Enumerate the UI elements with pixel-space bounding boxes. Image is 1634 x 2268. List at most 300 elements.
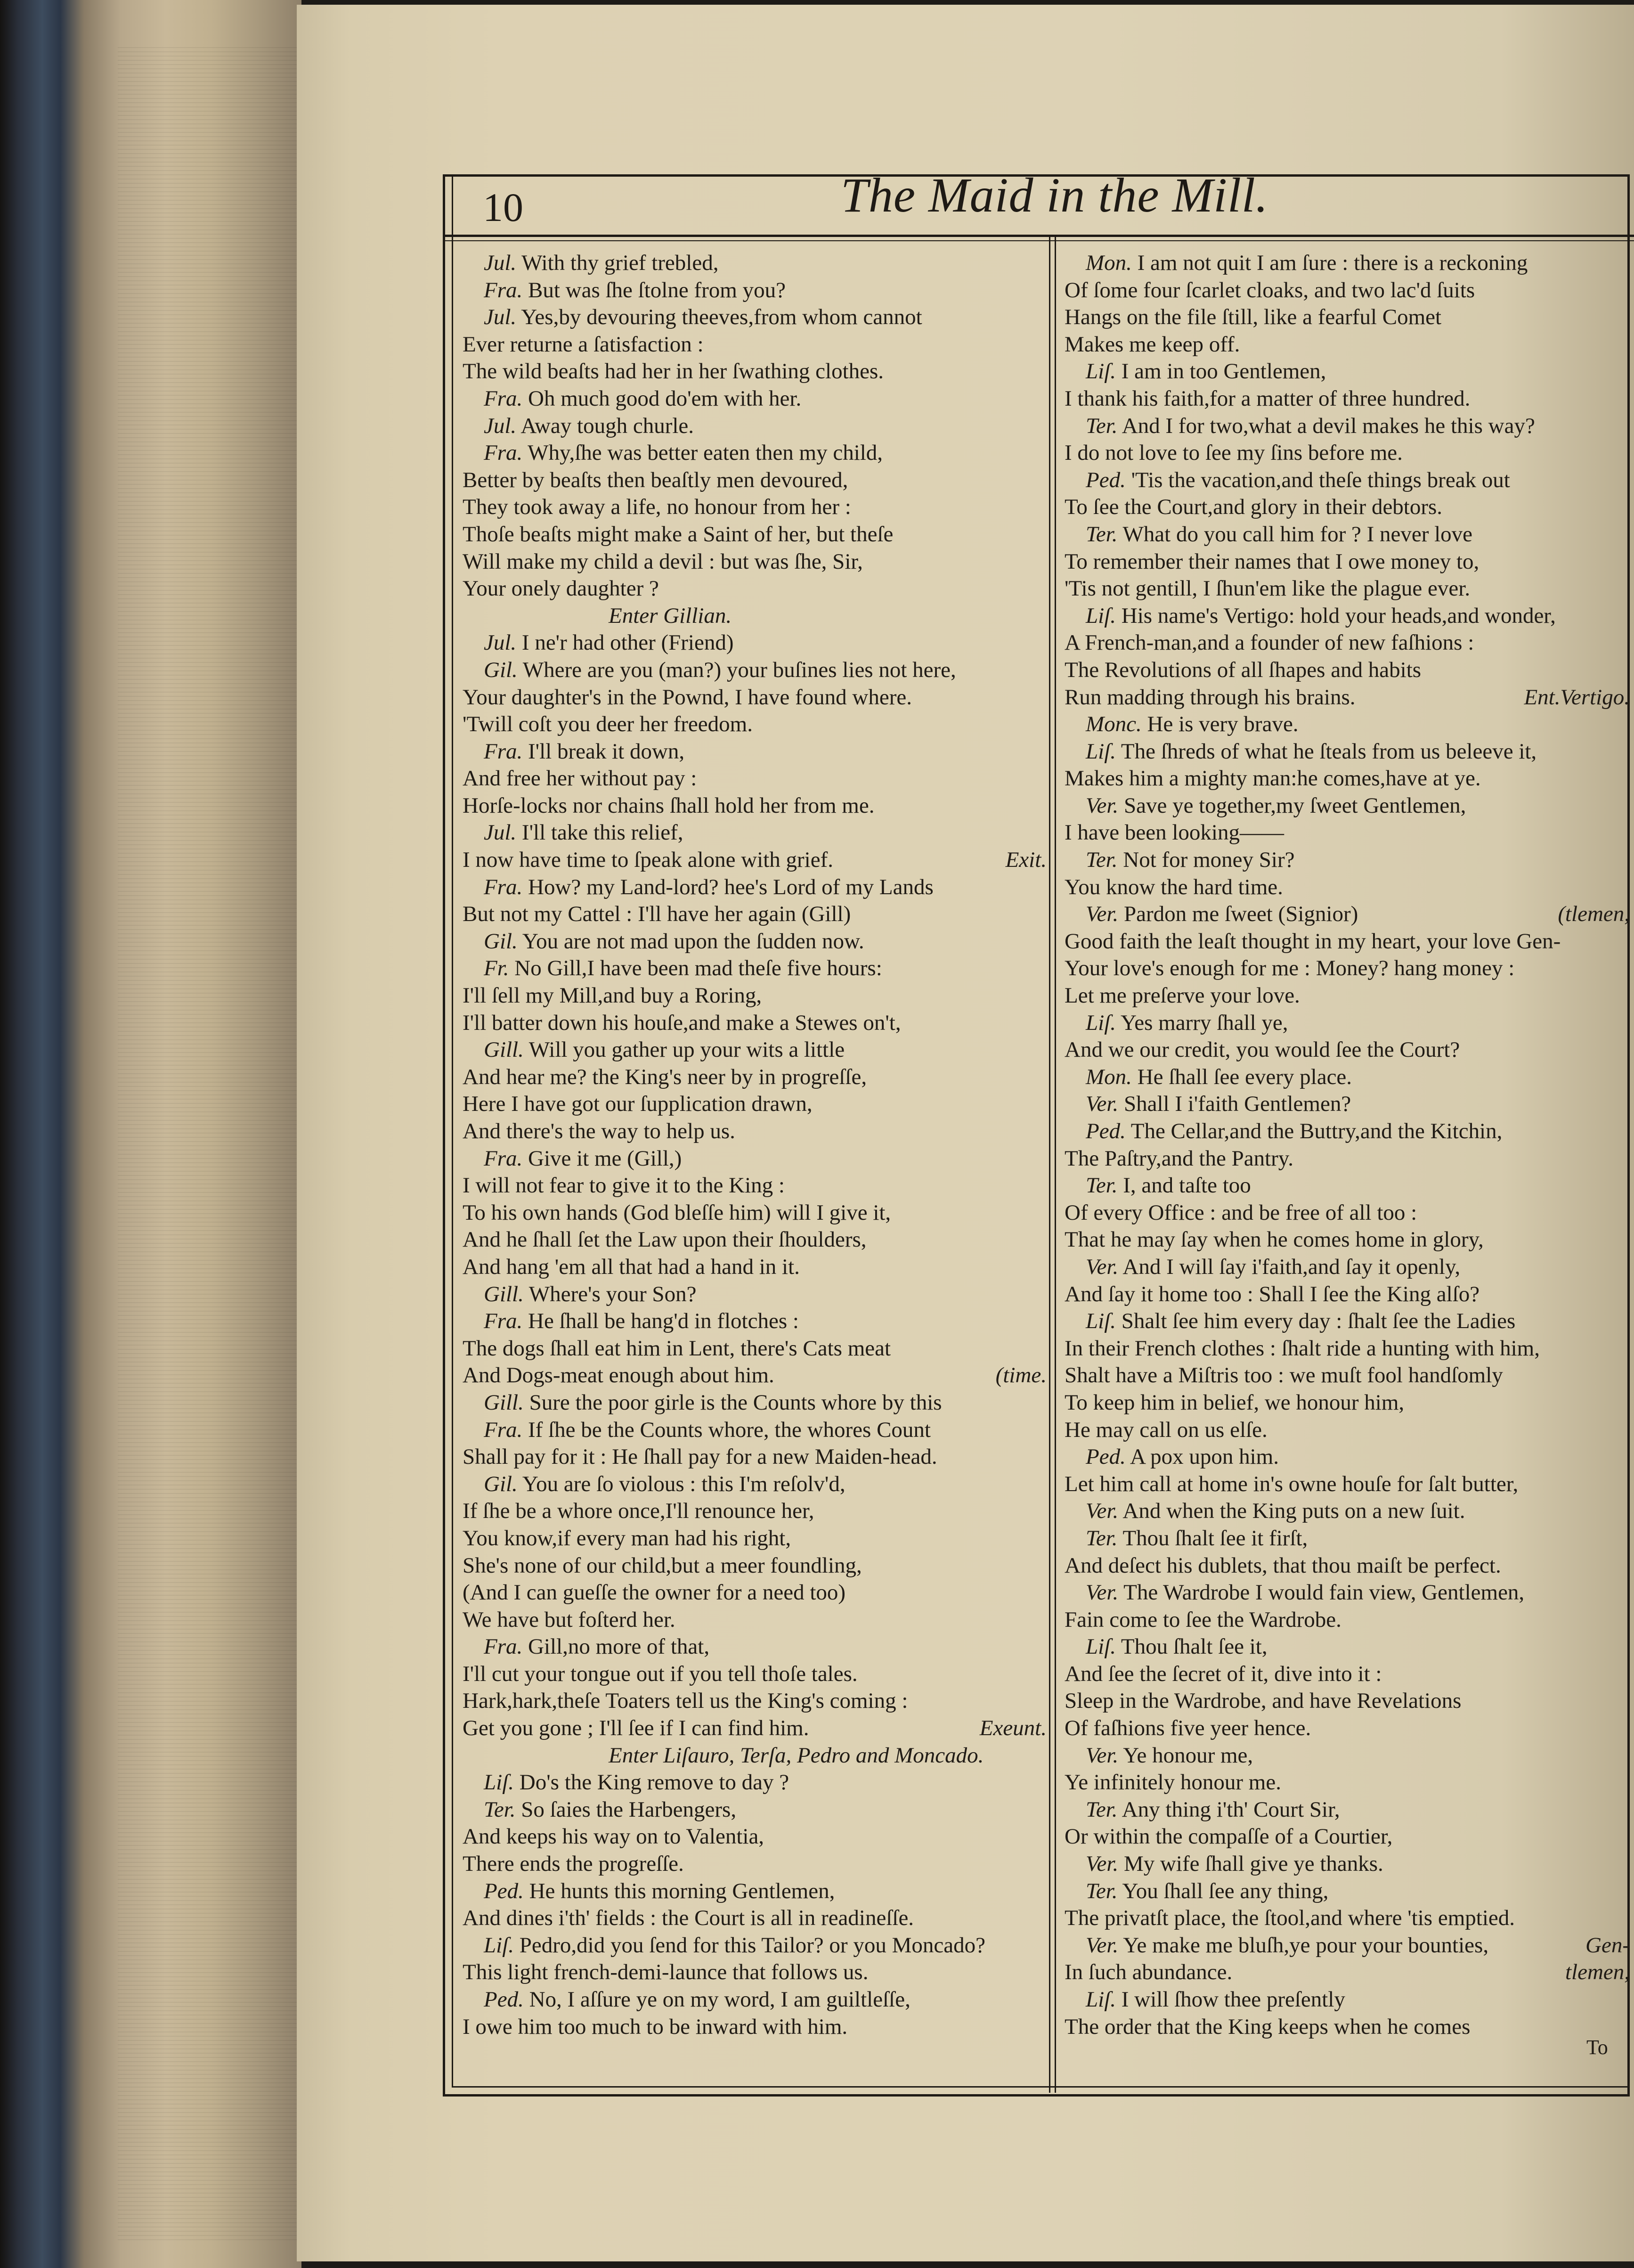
line-text: In their French clothes : ſhalt ride a hunting with him, xyxy=(1065,1336,1540,1361)
line-text: Where's your Son? xyxy=(528,1281,697,1306)
line-text: Save ye together,my ſweet Gentlemen, xyxy=(1123,793,1466,818)
line-text: To ſee the Court,and glory in their debtors. xyxy=(1065,495,1443,520)
speaker-name: Jul. xyxy=(484,251,517,275)
line-text: Shalt have a Miſtris too : we muſt fool handſomly xyxy=(1065,1363,1503,1388)
text-line xyxy=(463,1389,1047,1417)
text-line xyxy=(1065,1362,1630,1389)
speaker-name: Ter. xyxy=(1086,1173,1118,1198)
text-line xyxy=(1065,874,1630,901)
line-text: And ſee the ſecret of it, dive into it : xyxy=(1065,1661,1382,1686)
speaker-name: Ped. xyxy=(484,1987,524,2012)
line-text: Let him call at home in's owne houſe for ſalt butter, xyxy=(1065,1471,1519,1496)
text-line xyxy=(463,1633,1047,1661)
text-line xyxy=(1065,1986,1630,2014)
line-text: And hear me? the King's neer by in progreſſe, xyxy=(463,1064,867,1089)
text-line xyxy=(1065,629,1630,657)
speaker-name: Ped. xyxy=(1086,1119,1126,1143)
line-text: Yes,by devouring theeves,from whom cannot xyxy=(521,305,922,330)
line-text: I ne'r had other (Friend) xyxy=(521,630,734,655)
text-line xyxy=(1065,304,1630,331)
speaker-name: Ver. xyxy=(1086,1852,1119,1876)
text-line xyxy=(1065,1199,1630,1227)
speaker-name: Jul. xyxy=(484,820,517,845)
text-line xyxy=(463,1607,1047,1634)
text-line xyxy=(463,2014,1047,2041)
line-text: Makes me keep off. xyxy=(1065,332,1240,357)
catchword: To xyxy=(1586,2036,1608,2059)
text-line xyxy=(463,765,1047,792)
text-line xyxy=(463,1932,1047,1959)
speaker-name: Fr. xyxy=(484,956,509,981)
text-line xyxy=(463,684,1047,711)
line-text: And deſect his dublets, that thou maiſt be perfect. xyxy=(1065,1553,1501,1578)
text-line xyxy=(463,982,1047,1010)
text-line xyxy=(463,1552,1047,1580)
line-text: Of faſhions five yeer hence. xyxy=(1065,1716,1311,1741)
line-text: Gill,no more of that, xyxy=(528,1634,710,1659)
line-text: Your daughter's in the Pownd, I have found where. xyxy=(463,685,912,710)
line-text: Or within the compaſſe of a Courtier, xyxy=(1065,1824,1393,1849)
text-line xyxy=(1065,1091,1630,1118)
text-line xyxy=(463,1254,1047,1281)
text-line xyxy=(1065,1498,1630,1525)
text-line xyxy=(463,1796,1047,1824)
line-text: But was ſhe ſtolne from you? xyxy=(528,277,786,302)
text-line xyxy=(1065,1525,1630,1552)
line-text: To keep him in belief, we honour him, xyxy=(1065,1390,1405,1415)
speaker-name: Fra. xyxy=(484,1634,523,1659)
speaker-name: Ver. xyxy=(1086,902,1119,927)
line-text: The Paſtry,and the Pantry. xyxy=(1065,1146,1293,1171)
text-line xyxy=(463,1579,1047,1607)
text-line xyxy=(1065,1796,1630,1824)
line-text: Will you gather up your wits a little xyxy=(528,1037,845,1062)
speaker-name: Ver. xyxy=(1086,1933,1119,1958)
text-line xyxy=(1065,494,1630,521)
speaker-name: Ter. xyxy=(484,1797,516,1822)
line-text: No Gill,I have been mad theſe five hours: xyxy=(514,956,882,981)
line-text: Will make my child a devil : but was ſhe, Sir, xyxy=(463,549,863,574)
speaker-name: Ver. xyxy=(1086,1254,1119,1279)
text-line xyxy=(463,575,1047,603)
line-text: The Wardrobe I would fain view, Gentlemen, xyxy=(1123,1580,1525,1605)
text-line xyxy=(1065,385,1630,413)
speaker-name: Jul. xyxy=(484,630,517,655)
speaker-name: Liſ. xyxy=(1086,1634,1116,1659)
text-line xyxy=(1065,331,1630,359)
line-text: We have but foſterd her. xyxy=(463,1607,675,1632)
text-line xyxy=(1065,765,1630,792)
text-line xyxy=(1065,1607,1630,1634)
text-line xyxy=(1065,657,1630,684)
line-text: Let me preſerve your love. xyxy=(1065,983,1300,1008)
text-line xyxy=(463,304,1047,331)
speaker-name: Ter. xyxy=(1086,1797,1118,1822)
line-text: There ends the progreſſe. xyxy=(463,1852,684,1876)
text-line xyxy=(1065,982,1630,1010)
right-aligned-note: Exit. xyxy=(1005,848,1047,873)
line-text: Of every Office : and be free of all too : xyxy=(1065,1200,1417,1225)
text-line xyxy=(1065,1444,1630,1471)
line-text: Ye honour me, xyxy=(1123,1743,1253,1768)
line-text: I'll cut your tongue out if you tell thoſe tales. xyxy=(463,1661,858,1686)
text-line xyxy=(463,629,1047,657)
line-text: I'll batter down his houſe,and make a Stewes on't, xyxy=(463,1010,901,1035)
text-line xyxy=(1065,847,1630,874)
line-text: To remember their names that I owe money to, xyxy=(1065,549,1480,574)
line-text: That he may ſay when he comes home in glory, xyxy=(1065,1227,1484,1252)
text-line xyxy=(463,385,1047,413)
text-line xyxy=(463,1905,1047,1932)
text-line xyxy=(463,1172,1047,1199)
text-line xyxy=(1065,1661,1630,1688)
text-line xyxy=(463,1281,1047,1308)
header-rule xyxy=(443,235,1634,237)
text-line xyxy=(463,1010,1047,1037)
text-line xyxy=(1065,1281,1630,1308)
text-line xyxy=(463,819,1047,847)
text-line xyxy=(1065,2014,1630,2041)
text-line xyxy=(463,1199,1047,1227)
text-line xyxy=(1065,1254,1630,1281)
line-text: Shall pay for it : He ſhall pay for a new Maiden-head. xyxy=(463,1444,937,1469)
text-line xyxy=(463,1525,1047,1552)
speaker-name: Gill. xyxy=(484,1281,524,1306)
line-text: And hang 'em all that had a hand in it. xyxy=(463,1254,800,1279)
line-text: I do not love to ſee my ſins before me. xyxy=(1065,441,1403,465)
line-text: Sure the poor girle is the Counts whore by this xyxy=(529,1390,942,1415)
line-text: To his own hands (God bleſſe him) will I give it, xyxy=(463,1200,891,1225)
speaker-name: Monc. xyxy=(1086,712,1142,737)
line-text: I thank his faith,for a matter of three hundred. xyxy=(1065,386,1471,411)
line-text: Enter Liſauro, Terſa, Pedro and Moncado. xyxy=(609,1743,984,1768)
text-line xyxy=(463,1064,1047,1091)
speaker-name: Ter. xyxy=(1086,1526,1118,1550)
line-text: And he ſhall ſet the Law upon their ſhoulders, xyxy=(463,1227,867,1252)
text-line xyxy=(1065,1389,1630,1417)
line-text: The dogs ſhall eat him in Lent, there's Cats meat xyxy=(463,1336,891,1361)
text-line xyxy=(1065,1226,1630,1254)
line-text: The Revolutions of all ſhapes and habits xyxy=(1065,657,1422,682)
line-text: And there's the way to help us. xyxy=(463,1119,735,1143)
text-line xyxy=(1065,1471,1630,1498)
text-line xyxy=(1065,1688,1630,1715)
text-line xyxy=(463,928,1047,955)
right-aligned-note: Gen- xyxy=(1585,1933,1630,1958)
speaker-name: Gil. xyxy=(484,1471,518,1496)
line-text: In ſuch abundance. xyxy=(1065,1960,1233,1985)
text-line xyxy=(463,1444,1047,1471)
line-text: Give it me (Gill,) xyxy=(528,1146,682,1171)
line-text: 'Tis the vacation,and theſe things break out xyxy=(1131,467,1510,492)
line-text: And when the King puts on a new ſuit. xyxy=(1122,1499,1465,1524)
text-line xyxy=(463,1362,1047,1389)
line-text: The Cellar,and the Buttry,and the Kitchin, xyxy=(1130,1119,1503,1143)
text-line xyxy=(463,1145,1047,1173)
text-line xyxy=(463,792,1047,820)
speaker-name: Liſ. xyxy=(1086,1010,1116,1035)
line-text: (And I can gueſſe the owner for a need too) xyxy=(463,1580,846,1605)
text-line xyxy=(1065,1633,1630,1661)
text-line xyxy=(463,1335,1047,1362)
right-aligned-note: Ent.Vertigo. xyxy=(1524,685,1630,710)
line-text: Ever returne a ſatisfaction : xyxy=(463,332,704,357)
line-text: She's none of our child,but a meer foundling, xyxy=(463,1553,862,1578)
line-text: Oh much good do'em with her. xyxy=(528,386,802,411)
text-line xyxy=(1065,1878,1630,1905)
line-text: Any thing i'th' Court Sir, xyxy=(1122,1797,1340,1822)
line-text: And free her without pay : xyxy=(463,766,697,791)
line-text: Pedro,did you ſend for this Tailor? or you Moncado? xyxy=(519,1933,985,1958)
speaker-name: Liſ. xyxy=(1086,359,1116,384)
line-text: And we our credit, you would ſee the Court? xyxy=(1065,1037,1460,1062)
line-text: Sleep in the Wardrobe, and have Revelations xyxy=(1065,1689,1462,1713)
text-line xyxy=(1065,1145,1630,1173)
text-line xyxy=(1065,603,1630,630)
text-line xyxy=(463,413,1047,440)
line-text: I will ſhow thee preſently xyxy=(1121,1987,1345,2012)
speaker-name: Ped. xyxy=(484,1878,524,1903)
text-line xyxy=(1065,1308,1630,1335)
text-line xyxy=(1065,711,1630,738)
text-line xyxy=(463,1878,1047,1905)
line-text: I'll break it down, xyxy=(528,739,685,764)
speaker-name: Fra. xyxy=(484,1417,523,1442)
line-text: I'll ſell my Mill,and buy a Roring, xyxy=(463,983,762,1008)
line-text: A French-man,and a founder of new faſhions : xyxy=(1065,630,1474,655)
line-text: Do's the King remove to day ? xyxy=(519,1770,789,1795)
right-aligned-note: tlemen, xyxy=(1565,1960,1630,1985)
speaker-name: Liſ. xyxy=(1086,1987,1116,2012)
text-line xyxy=(1065,738,1630,766)
line-text: Your onely daughter ? xyxy=(463,576,659,601)
text-line xyxy=(463,738,1047,766)
text-line xyxy=(1065,1335,1630,1362)
text-line xyxy=(463,440,1047,467)
line-text: Ye infinitely honour me. xyxy=(1065,1770,1281,1795)
speaker-name: Mon. xyxy=(1086,1064,1132,1089)
line-text: Ye make me bluſh,ye pour your bounties, xyxy=(1123,1933,1489,1958)
line-text: The privatſt place, the ſtool,and where 'tis emptied. xyxy=(1065,1906,1515,1931)
speaker-name: Ver. xyxy=(1086,1092,1119,1117)
speaker-name: Ter. xyxy=(1086,522,1118,547)
right-aligned-note: (time. xyxy=(995,1363,1047,1388)
text-line xyxy=(1065,1742,1630,1770)
speaker-name: Fra. xyxy=(484,1146,523,1171)
line-text: I, and taſte too xyxy=(1123,1173,1251,1198)
line-text: He may call on us elſe. xyxy=(1065,1417,1268,1442)
line-text: He ſhall be hang'd in flotches : xyxy=(528,1309,799,1334)
speaker-name: Liſ. xyxy=(1086,603,1116,628)
text-line xyxy=(1065,955,1630,982)
line-text: And dines i'th' fields : the Court is all in readineſſe. xyxy=(463,1906,914,1931)
text-line xyxy=(463,874,1047,901)
line-text: Thoſe beaſts might make a Saint of her, but theſe xyxy=(463,522,894,547)
text-line xyxy=(463,1851,1047,1878)
text-line xyxy=(463,1715,1047,1742)
speaker-name: Ped. xyxy=(1086,1444,1126,1469)
line-text: 'Tis not gentill, I ſhun'em like the plague ever. xyxy=(1065,576,1471,601)
text-line xyxy=(463,1226,1047,1254)
line-text: If ſhe be the Counts whore, the whores Count xyxy=(528,1417,931,1442)
line-text: Fain come to ſee the Wardrobe. xyxy=(1065,1607,1341,1632)
line-text: This light french-demi-launce that follows us. xyxy=(463,1960,869,1985)
text-line xyxy=(463,1661,1047,1688)
line-text: You know,if every man had his right, xyxy=(463,1526,791,1550)
text-line xyxy=(1065,1417,1630,1444)
line-text: The wild beaſts had her in her ſwathing clothes. xyxy=(463,359,884,384)
line-text: I am not quit I am ſure : there is a reckoning xyxy=(1137,251,1528,275)
speaker-name: Liſ. xyxy=(484,1933,514,1958)
text-line xyxy=(463,467,1047,494)
text-line xyxy=(1065,250,1630,277)
text-line xyxy=(1065,1769,1630,1796)
text-line xyxy=(463,901,1047,928)
speaker-name: Ver. xyxy=(1086,793,1119,818)
speaker-name: Mon. xyxy=(1086,251,1132,275)
text-line xyxy=(463,1959,1047,1986)
text-line xyxy=(1065,521,1630,548)
page-edges xyxy=(118,47,297,2243)
line-text: You know the hard time. xyxy=(1065,874,1283,899)
text-line xyxy=(463,1118,1047,1145)
line-text: Horſe-locks nor chains ſhall hold her from me. xyxy=(463,793,875,818)
line-text: I now have time to ſpeak alone with grief. xyxy=(463,848,833,873)
speaker-name: Ver. xyxy=(1086,1743,1119,1768)
line-text: Here I have got our ſupplication drawn, xyxy=(463,1092,813,1117)
speaker-name: Jul. xyxy=(484,305,517,330)
line-text: Not for money Sir? xyxy=(1123,848,1295,873)
line-text: Run madding through his brains. xyxy=(1065,685,1356,710)
speaker-name: Gil. xyxy=(484,657,518,682)
line-text: And keeps his way on to Valentia, xyxy=(463,1824,764,1849)
speaker-name: Fra. xyxy=(484,874,523,899)
text-line xyxy=(1065,358,1630,385)
line-text: No, I aſſure ye on my word, I am guiltleſſe, xyxy=(529,1987,910,2012)
left-text-column xyxy=(463,250,1047,2040)
right-aligned-note: Exeunt. xyxy=(979,1716,1047,1741)
speaker-name: Fra. xyxy=(484,277,523,302)
text-line xyxy=(1065,1552,1630,1580)
line-text: With thy grief trebled, xyxy=(521,251,719,275)
line-text: Shalt ſee him every day : ſhalt ſee the Ladies xyxy=(1121,1309,1516,1334)
line-text: The ſhreds of what he ſteals from us beleeve it, xyxy=(1121,739,1537,764)
speaker-name: Ter. xyxy=(1086,413,1118,438)
text-line xyxy=(1065,277,1630,304)
line-text: Why,ſhe was better eaten then my child, xyxy=(528,441,883,465)
header-rule-thin xyxy=(443,240,1634,241)
book-page xyxy=(297,5,1634,2261)
line-text: Thou ſhalt ſee it firſt, xyxy=(1122,1526,1308,1550)
line-text: Get you gone ; I'll ſee if I can find him. xyxy=(463,1716,809,1741)
text-line xyxy=(463,358,1047,385)
column-divider xyxy=(1049,237,1050,2093)
text-line xyxy=(463,955,1047,982)
stage-direction xyxy=(463,1742,1047,1770)
text-line xyxy=(1065,792,1630,820)
line-text: But not my Cattel : I'll have her again (Gill) xyxy=(463,902,851,927)
line-text: Thou ſhalt ſee it, xyxy=(1121,1634,1268,1659)
text-line xyxy=(1065,1010,1630,1037)
text-line xyxy=(463,521,1047,548)
text-line xyxy=(463,711,1047,738)
line-text: Hangs on the file ſtill, like a fearful Comet xyxy=(1065,305,1442,330)
text-line xyxy=(463,847,1047,874)
line-text: You are not mad upon the ſudden now. xyxy=(522,929,864,954)
line-text: I owe him too much to be inward with him. xyxy=(463,2014,848,2039)
line-text: I have been looking—— xyxy=(1065,820,1284,845)
speaker-name: Ter. xyxy=(1086,848,1118,873)
text-line xyxy=(1065,684,1630,711)
text-line xyxy=(463,1769,1047,1796)
text-line xyxy=(463,1308,1047,1335)
text-line xyxy=(1065,575,1630,603)
speaker-name: Fra. xyxy=(484,1309,523,1334)
text-line xyxy=(1065,467,1630,494)
text-line xyxy=(1065,440,1630,467)
text-line xyxy=(1065,413,1630,440)
line-text: 'Twill coſt you deer her freedom. xyxy=(463,712,753,737)
speaker-name: Liſ. xyxy=(1086,739,1116,764)
running-title: The Maid in the Mill. xyxy=(841,168,1268,222)
text-line xyxy=(1065,548,1630,576)
speaker-name: Ter. xyxy=(1086,1878,1118,1903)
text-line xyxy=(463,1498,1047,1525)
right-aligned-note: (tlemen, xyxy=(1558,902,1630,927)
line-text: A pox upon him. xyxy=(1130,1444,1279,1469)
text-line xyxy=(463,494,1047,521)
text-line xyxy=(1065,1851,1630,1878)
speaker-name: Liſ. xyxy=(484,1770,514,1795)
line-text: The order that the King keeps when he comes xyxy=(1065,2014,1471,2039)
text-line xyxy=(1065,1932,1630,1959)
text-line xyxy=(463,1823,1047,1851)
line-text: He hunts this morning Gentlemen, xyxy=(529,1878,835,1903)
text-line xyxy=(463,1986,1047,2014)
line-text: So ſaies the Harbengers, xyxy=(521,1797,737,1822)
line-text: I am in too Gentlemen, xyxy=(1121,359,1326,384)
text-line xyxy=(463,1417,1047,1444)
line-text: Better by beaſts then beaſtly men devoured, xyxy=(463,467,848,492)
text-line xyxy=(1065,1905,1630,1932)
text-line xyxy=(463,1688,1047,1715)
line-text: I will not fear to give it to the King : xyxy=(463,1173,785,1198)
line-text: Pardon me ſweet (Signior) xyxy=(1123,902,1358,927)
speaker-name: Fra. xyxy=(484,739,523,764)
line-text: Shall I i'faith Gentlemen? xyxy=(1123,1092,1351,1117)
line-text: He is very brave. xyxy=(1147,712,1299,737)
line-text: Where are you (man?) your buſines lies not here, xyxy=(522,657,956,682)
text-line xyxy=(1065,1064,1630,1091)
line-text: If ſhe be a whore once,I'll renounce her, xyxy=(463,1499,814,1524)
speaker-name: Ver. xyxy=(1086,1499,1119,1524)
stage-direction xyxy=(463,603,1047,630)
text-line xyxy=(1065,1823,1630,1851)
line-text: They took away a life, no honour from her : xyxy=(463,495,851,520)
text-line xyxy=(1065,901,1630,928)
line-text: Your love's enough for me : Money? hang money : xyxy=(1065,956,1515,981)
speaker-name: Gill. xyxy=(484,1390,524,1415)
book-fore-edge xyxy=(0,0,301,2268)
line-text: Enter Gillian. xyxy=(609,603,732,628)
line-text: And I for two,what a devil makes he this way? xyxy=(1122,413,1535,438)
line-text: I'll take this relief, xyxy=(521,820,683,845)
line-text: And ſay it home too : Shall I ſee the King alſo? xyxy=(1065,1281,1480,1306)
text-line xyxy=(463,331,1047,359)
line-text: Makes him a mighty man:he comes,have at ye. xyxy=(1065,766,1481,791)
text-line xyxy=(1065,1118,1630,1145)
text-line xyxy=(1065,1715,1630,1742)
